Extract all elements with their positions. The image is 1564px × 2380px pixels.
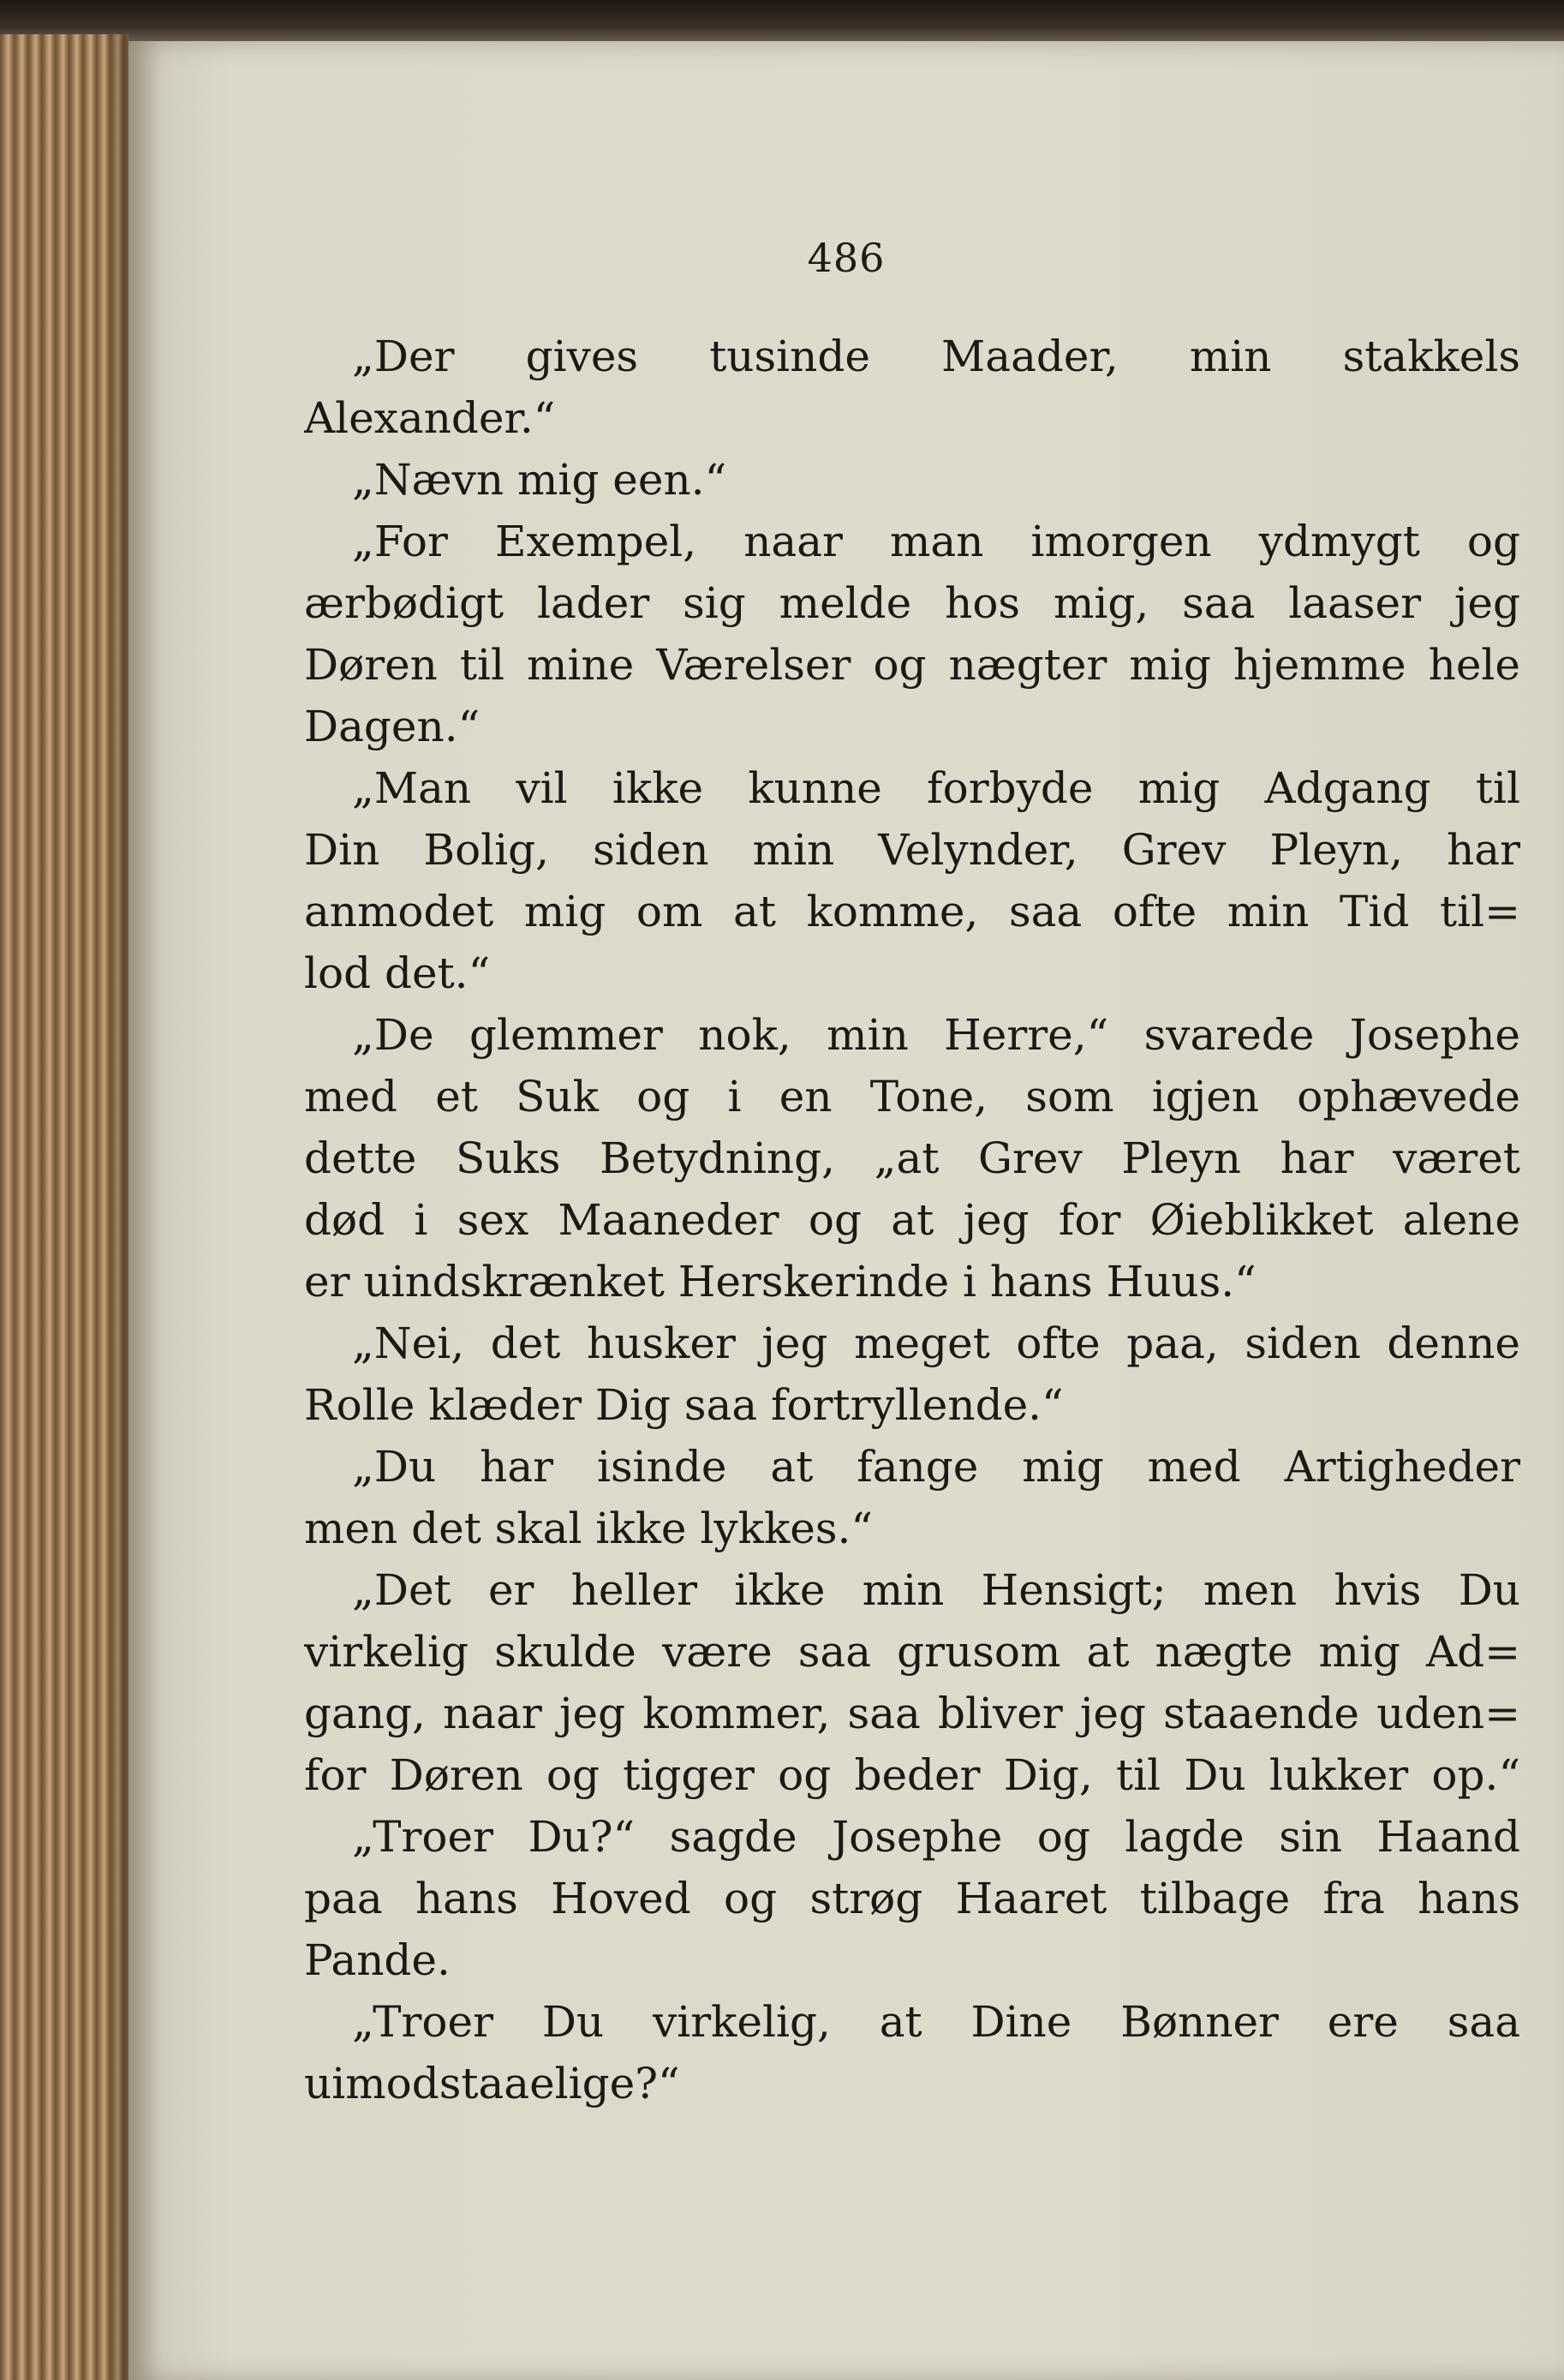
body-text	[304, 326, 1520, 2114]
text-line: dette Suks Betydning, „at Grev Pleyn har været	[304, 1133, 1520, 1183]
text-line: Alexander.“	[304, 393, 556, 443]
text-line: „Man vil ikke kunne forbyde mig Adgang til	[352, 763, 1520, 813]
text-line: død i sex Maaneder og at jeg for Øieblikket alene	[304, 1195, 1520, 1245]
text-line: for Døren og tigger og beder Dig, til Du lukker op.“	[304, 1750, 1520, 1800]
text-line: Dagen.“	[304, 702, 481, 751]
text-line: „Nei, det husker jeg meget ofte paa, siden denne	[352, 1319, 1520, 1368]
text-line: Rolle klæder Dig saa fortryllende.“	[304, 1380, 1064, 1430]
text-line: Pande.	[304, 1935, 451, 1985]
book-page	[128, 41, 1564, 2380]
text-line: Døren til mine Værelser og nægter mig hjemme hele	[304, 640, 1520, 690]
text-line: men det skal ikke lykkes.“	[304, 1504, 873, 1553]
text-line: „De glemmer nok, min Herre,“ svarede Josephe	[352, 1010, 1520, 1060]
page-number: 486	[807, 235, 886, 281]
text-line: „Det er heller ikke min Hensigt; men hvis Du	[352, 1565, 1520, 1615]
text-line: Din Bolig, siden min Velynder, Grev Pleyn, har	[304, 825, 1520, 875]
text-line: lod det.“	[304, 948, 491, 998]
text-line: anmodet mig om at komme, saa ofte min Tid til=	[304, 887, 1520, 936]
text-line: er uindskrænket Herskerinde i hans Huus.“	[304, 1257, 1257, 1307]
text-line: ærbødigt lader sig melde hos mig, saa laaser jeg	[304, 578, 1520, 628]
book-page-edges	[0, 34, 128, 2380]
text-line: „Du har isinde at fange mig med Artigheder	[352, 1442, 1520, 1492]
scan-top-edge	[0, 0, 1564, 45]
text-line: uimodstaaelige?“	[304, 2059, 680, 2108]
text-line: virkelig skulde være saa grusom at nægte mig Ad=	[304, 1627, 1520, 1677]
text-line: „Der gives tusinde Maader, min stakkels	[352, 332, 1520, 381]
text-line: gang, naar jeg kommer, saa bliver jeg staaende uden=	[304, 1689, 1520, 1738]
text-line: „Nævn mig een.“	[352, 455, 727, 505]
text-line: „Troer Du virkelig, at Dine Bønner ere saa	[352, 1997, 1520, 2047]
text-line: paa hans Hoved og strøg Haaret tilbage fra hans	[304, 1874, 1520, 1923]
text-line: „For Exempel, naar man imorgen ydmygt og	[352, 517, 1520, 566]
text-line: med et Suk og i en Tone, som igjen ophævede	[304, 1072, 1520, 1121]
text-line: „Troer Du?“ sagde Josephe og lagde sin Haand	[352, 1812, 1520, 1862]
